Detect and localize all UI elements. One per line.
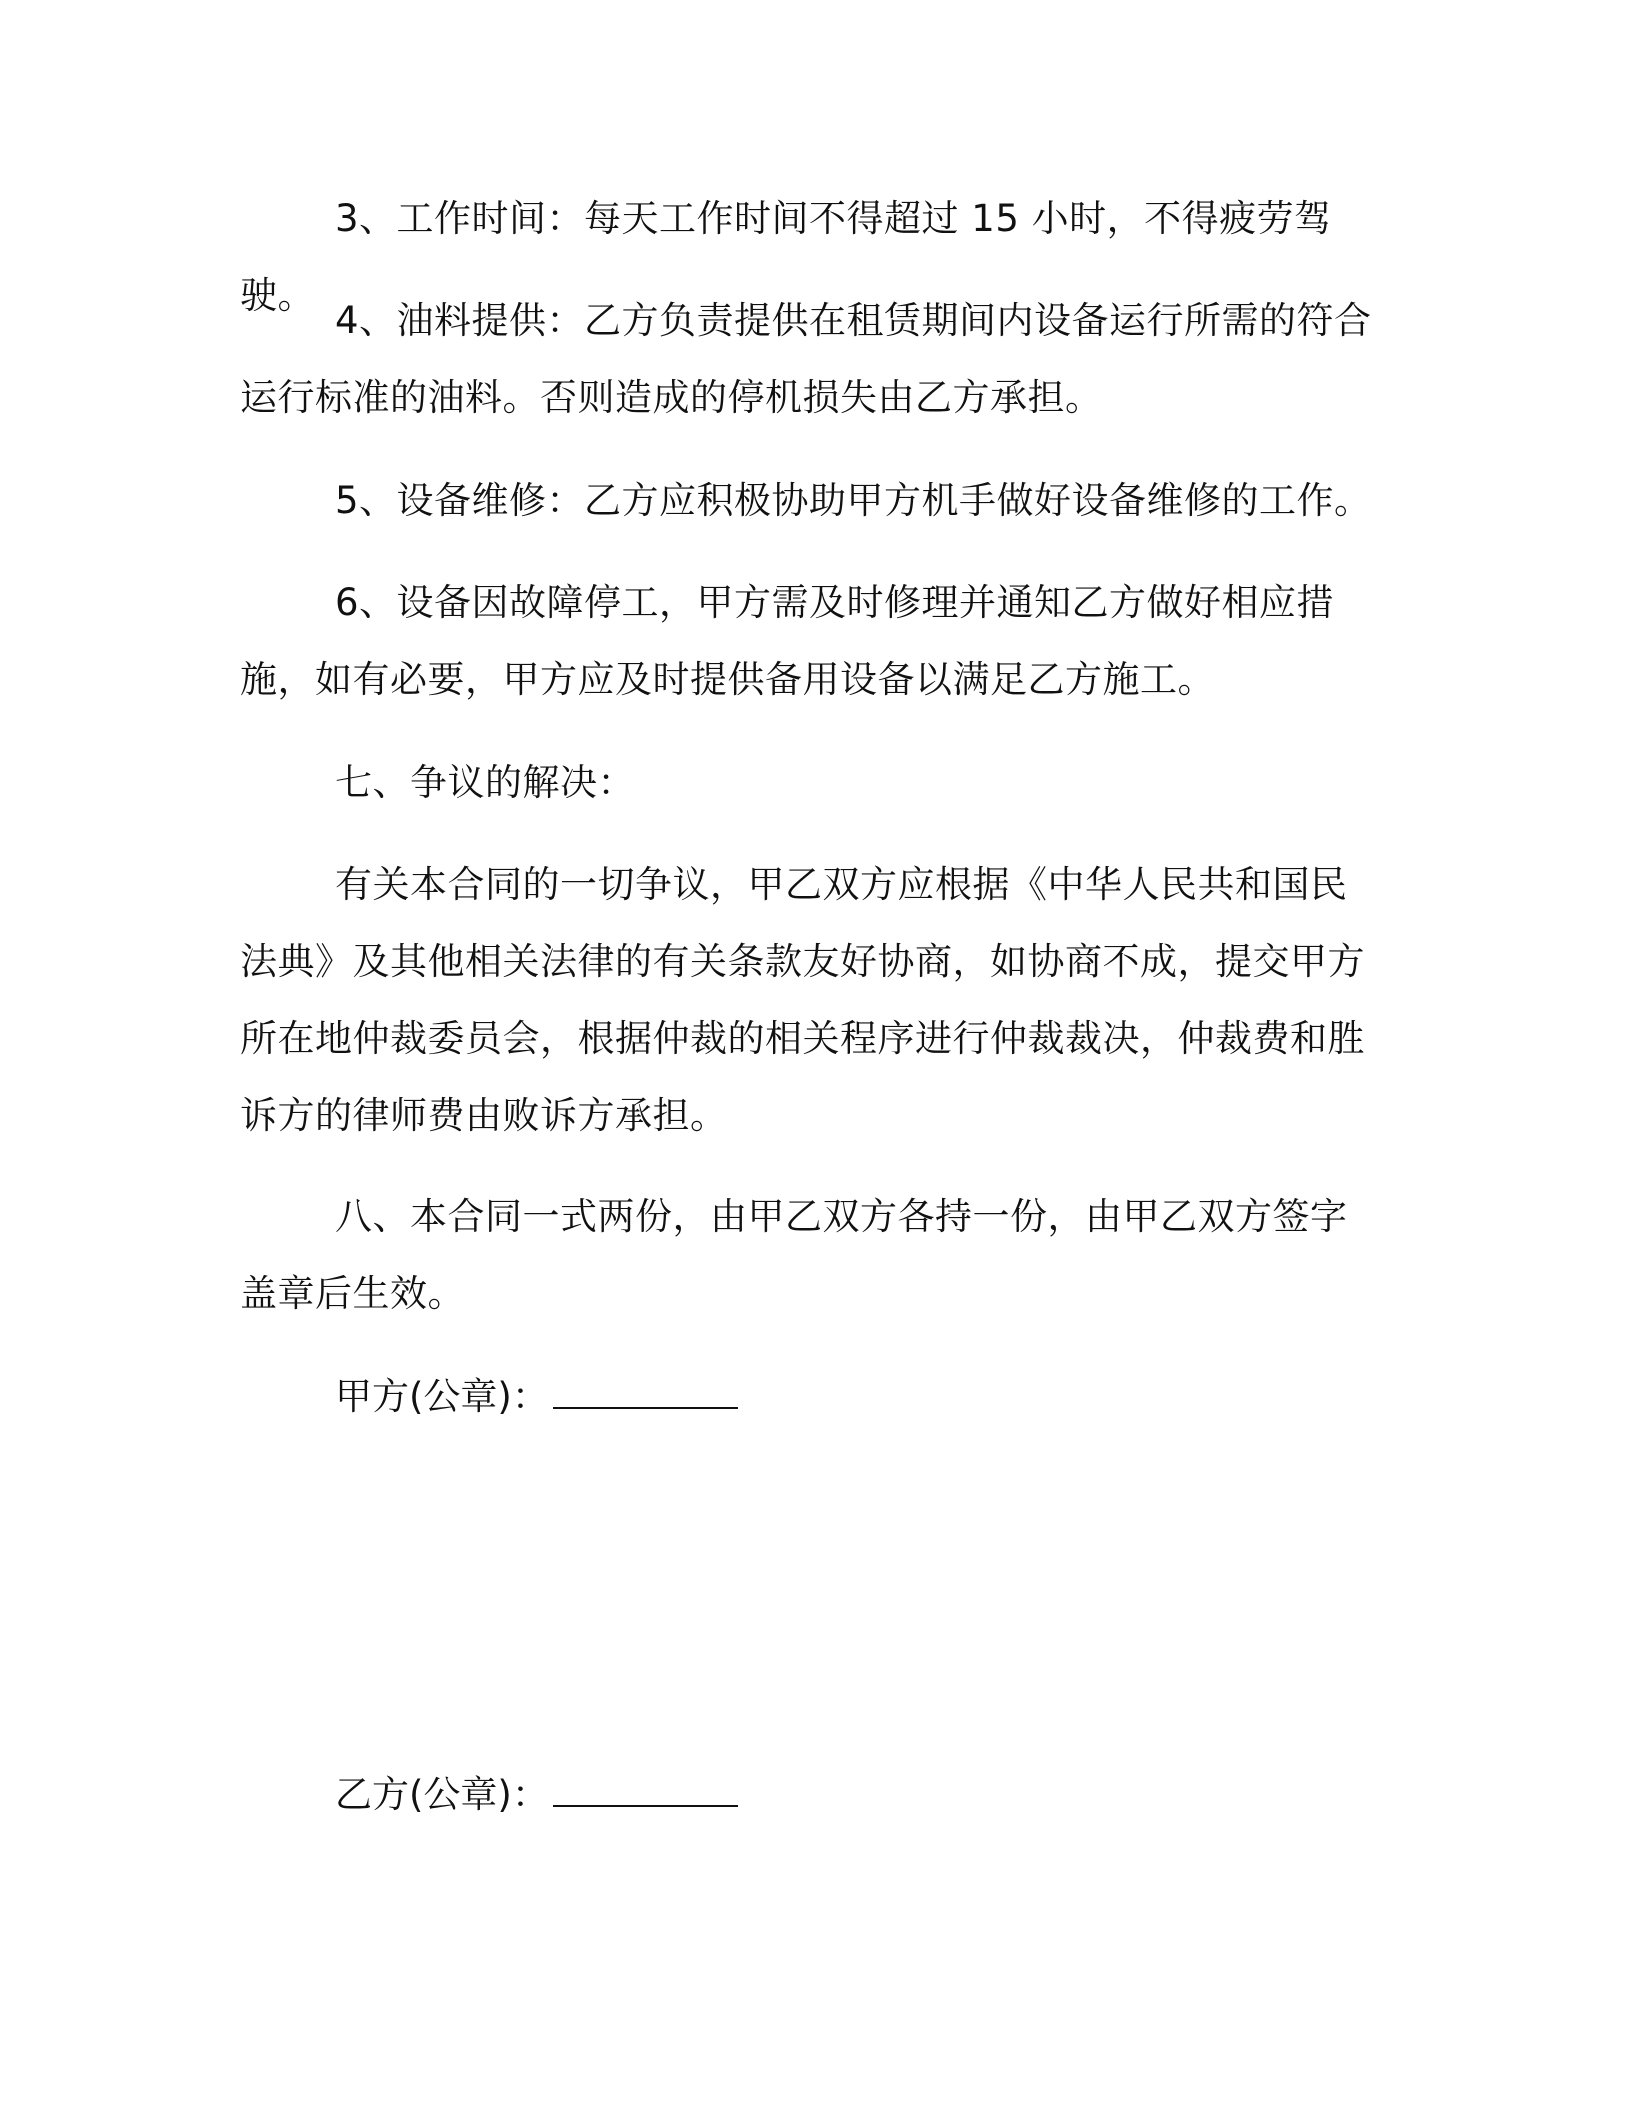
party-b-signature-line — [335, 1756, 738, 1833]
dispute-resolution-paragraph: 有关本合同的一切争议，甲乙双方应根据《中华人民共和国民法典》及其他相关法律的有关条款友好协商，如协商不成，提交甲方所在地仲裁委员会，根据仲裁的相关程序进行仲裁裁决，仲裁费和胜诉方的律师费由败诉方承担。 — [240, 863, 1365, 1137]
party-a-signature-line — [335, 1358, 738, 1435]
section-8-paragraph: 八、本合同一式两份，由甲乙双方各持一份，由甲乙双方签字盖章后生效。 — [240, 1195, 1348, 1315]
clause-5-maintenance: 5、设备维修：乙方应积极协助甲方机手做好设备维修的工作。 — [335, 479, 1372, 522]
party-b-blank — [553, 1775, 738, 1807]
party-a-label: 甲方(公章)： — [335, 1375, 549, 1418]
party-a-blank — [553, 1377, 738, 1409]
section-7-heading: 七、争议的解决： — [335, 761, 635, 804]
party-b-label: 乙方(公章)： — [335, 1773, 549, 1816]
clause-6-breakdown: 6、设备因故障停工，甲方需及时修理并通知乙方做好相应措施，如有必要，甲方应及时提供备用设备以满足乙方施工。 — [240, 581, 1335, 701]
clause-3-work-hours: 3、工作时间：每天工作时间不得超过 15 小时，不得疲劳驾驶。 — [240, 197, 1332, 317]
clause-4-fuel-supply: 4、油料提供：乙方负责提供在租赁期间内设备运行所需的符合运行标准的油料。否则造成的停机损失由乙方承担。 — [240, 299, 1372, 419]
